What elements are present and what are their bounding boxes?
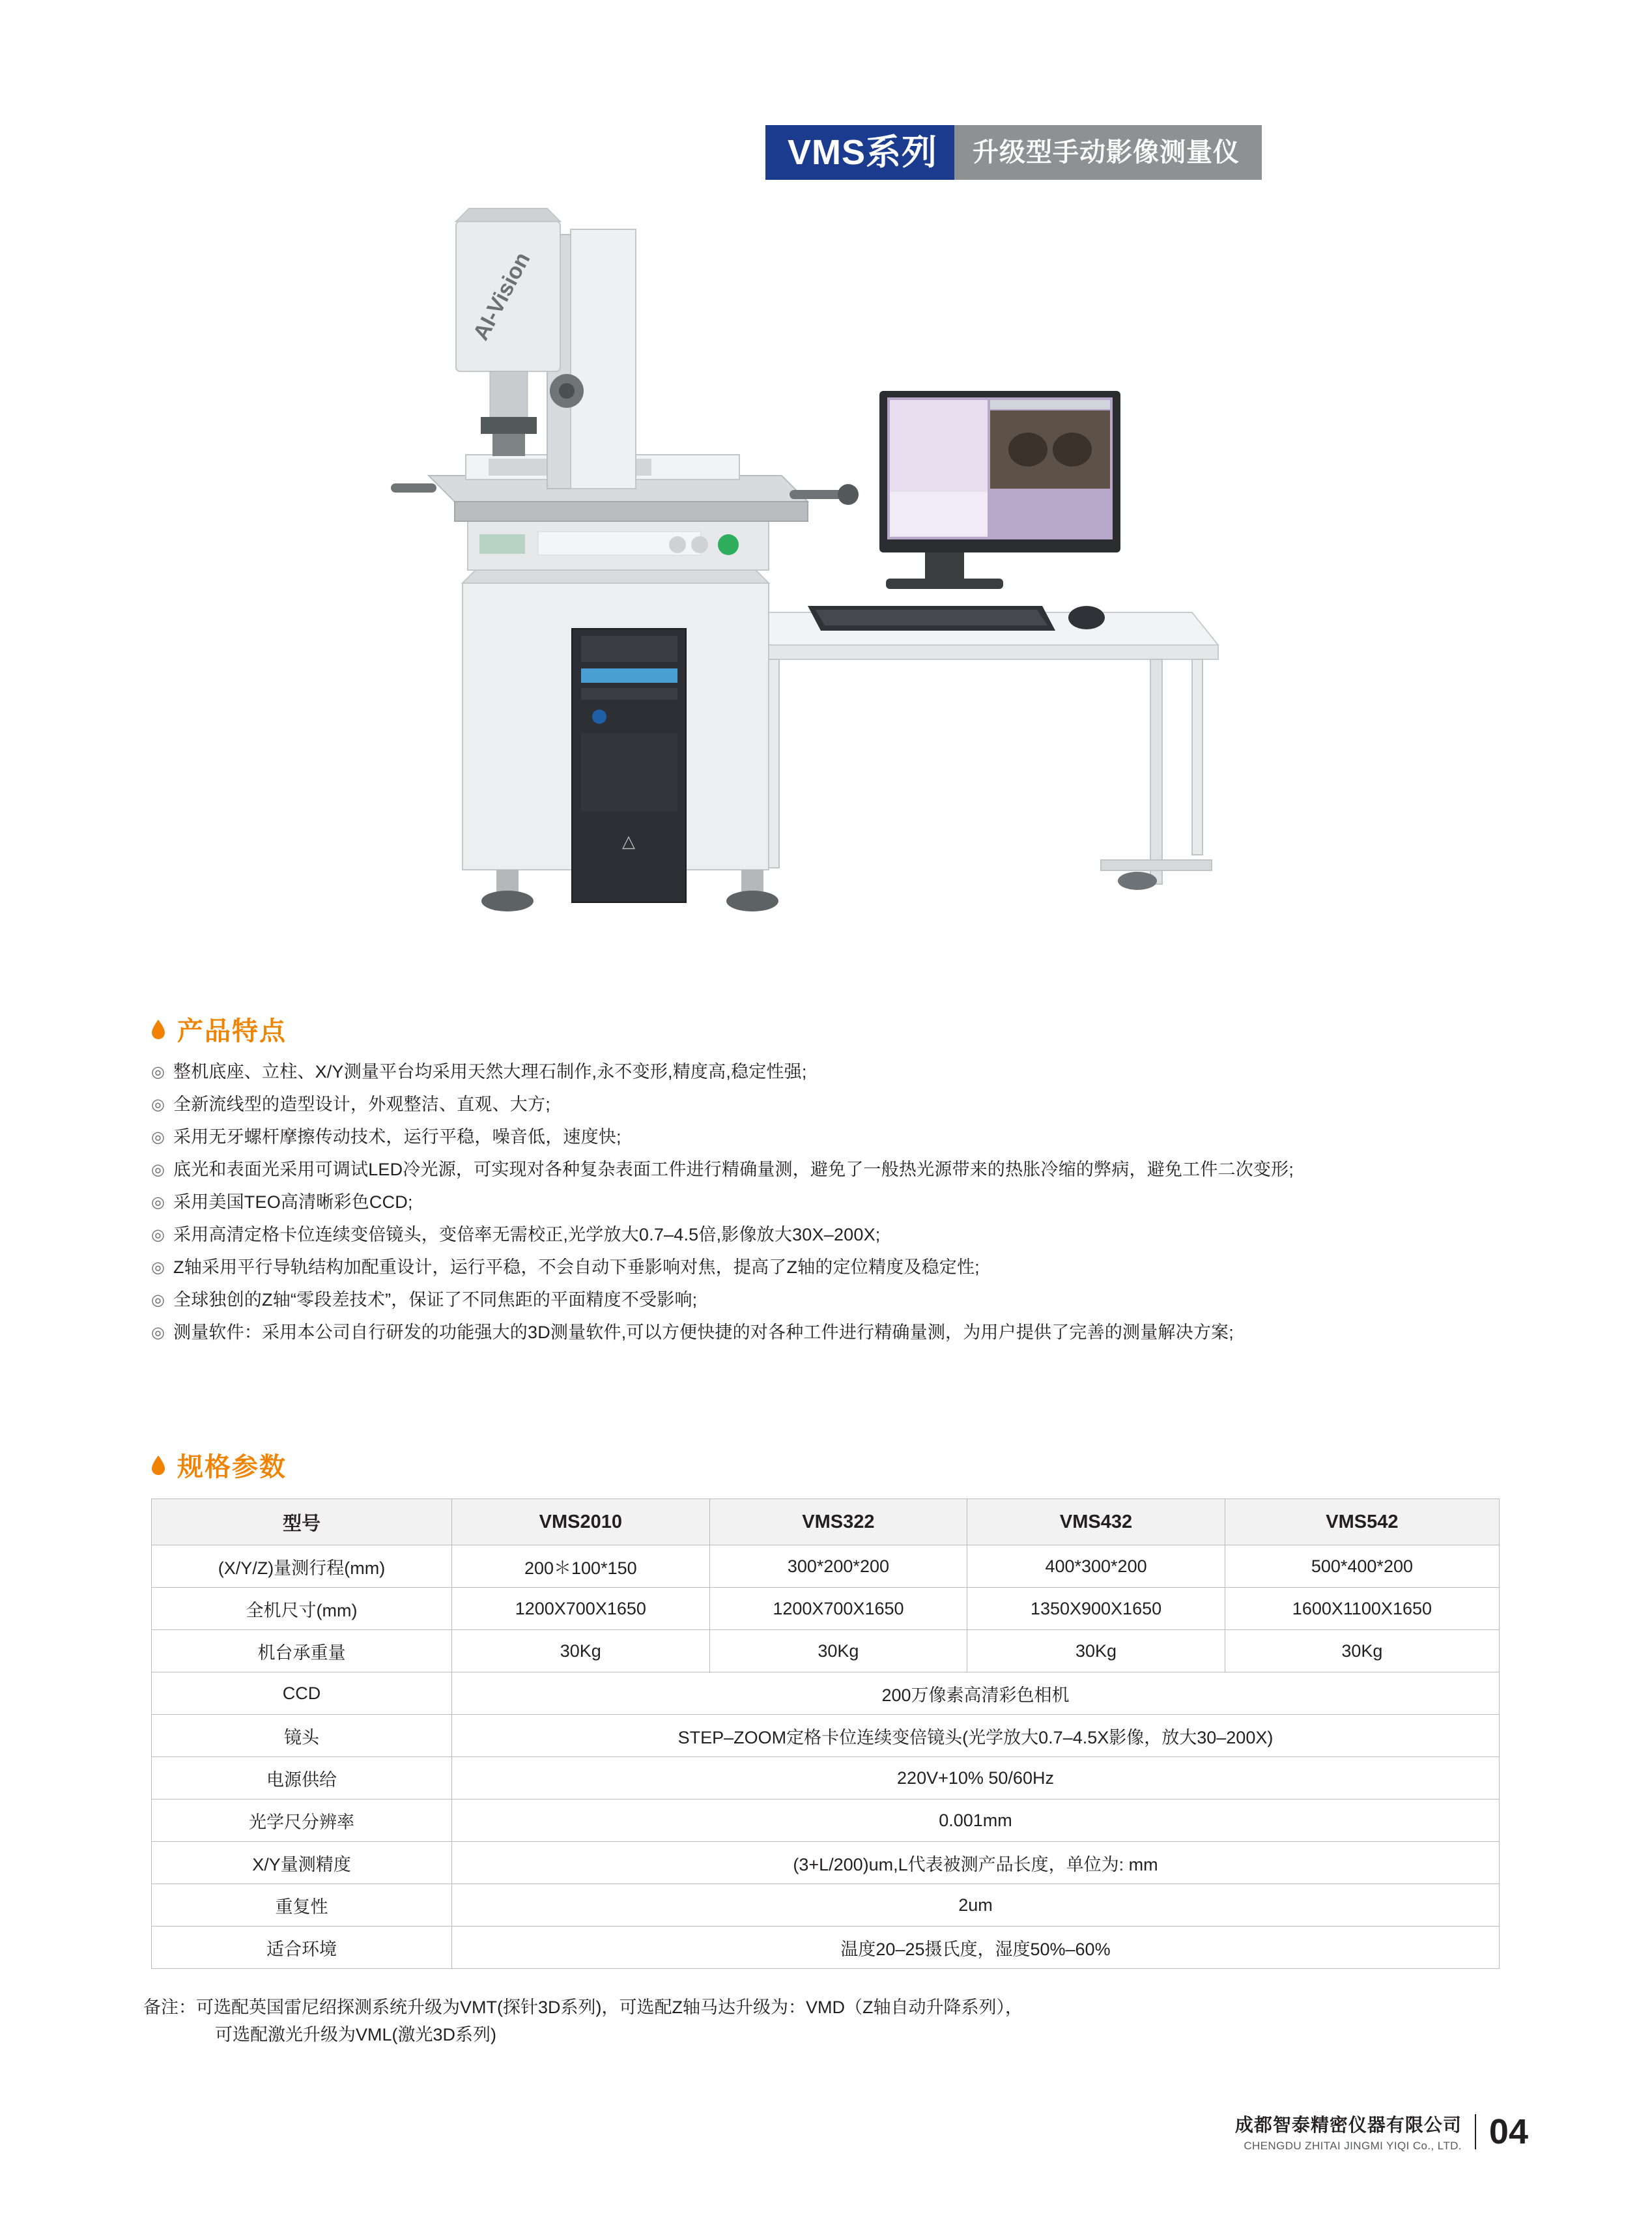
table-header-cell: VMS542 bbox=[1225, 1499, 1499, 1545]
table-header-cell: VMS2010 bbox=[452, 1499, 710, 1545]
table-row bbox=[152, 1630, 1500, 1672]
table-cell: 1200X700X1650 bbox=[452, 1588, 710, 1630]
table-row bbox=[152, 1545, 1500, 1588]
bullet-icon: ◎ bbox=[151, 1324, 165, 1341]
bullet-icon: ◎ bbox=[151, 1096, 165, 1113]
bullet-icon: ◎ bbox=[151, 1291, 165, 1309]
company-name-cn: 成都智泰精密仪器有限公司 bbox=[1234, 2115, 1462, 2135]
note-line-1: 备注：可选配英国雷尼绍探测系统升级为VMT(探针3D系列)，可选配Z轴马达升级为：VMD（Z轴自动升降系列）， bbox=[143, 1998, 1023, 2017]
row-label: 重复性 bbox=[152, 1884, 452, 1927]
list-item bbox=[151, 1156, 1532, 1183]
feature-text: 采用高清定格卡位连续变倍镜头，变倍率无需校正,光学放大0.7–4.5倍,影像放大30X–200X; bbox=[173, 1225, 881, 1244]
table-cell: 400*300*200 bbox=[967, 1545, 1225, 1588]
feature-text: 采用美国TEO高清晰彩色CCD; bbox=[173, 1192, 413, 1212]
table-header-cell: VMS432 bbox=[967, 1499, 1225, 1545]
z-axis-column bbox=[456, 208, 636, 489]
table-cell: 30Kg bbox=[709, 1630, 967, 1672]
product-photo bbox=[352, 195, 1303, 977]
feature-text: 底光和表面光采用可调试LED冷光源，可实现对各种复杂表面工件进行精确量测，避免了一般热光源带来的热胀冷缩的弊病，避免工件二次变形; bbox=[173, 1160, 1294, 1179]
feature-text: 测量软件：采用本公司自行研发的功能强大的3D测量软件,可以方便快捷的对各种工件进行精确量测，为用户提供了完善的测量解决方案; bbox=[173, 1323, 1234, 1342]
bullet-icon: ◎ bbox=[151, 1063, 165, 1081]
feature-text: Z轴采用平行导轨结构加配重设计，运行平稳，不会自动下垂影响对焦，提高了Z轴的定位精度及稳定性; bbox=[173, 1257, 980, 1277]
footer-divider bbox=[1475, 2114, 1476, 2149]
table-row bbox=[152, 1757, 1500, 1799]
company-name-en: CHENGDU ZHITAI JINGMI YIQI Co., LTD. bbox=[1244, 2140, 1462, 2152]
list-item bbox=[151, 1189, 1532, 1216]
table-row bbox=[152, 1842, 1500, 1884]
list-item bbox=[151, 1059, 1532, 1085]
page-number: 04 bbox=[1488, 2112, 1528, 2151]
feature-text: 全球独创的Z轴“零段差技术”，保证了不同焦距的平面精度不受影响; bbox=[173, 1290, 698, 1310]
specs-title: 规格参数 bbox=[177, 1453, 287, 1482]
table-row bbox=[152, 1672, 1500, 1715]
specifications-table bbox=[151, 1498, 1500, 1969]
banner-subtitle-label: 升级型手动影像测量仪 bbox=[954, 125, 1262, 180]
list-item bbox=[151, 1319, 1532, 1346]
table-cell: 30Kg bbox=[1225, 1630, 1499, 1672]
bullet-icon: ◎ bbox=[151, 1161, 165, 1179]
row-label: 电源供给 bbox=[152, 1757, 452, 1799]
feature-text: 整机底座、立柱、X/Y测量平台均采用天然大理石制作,永不变形,精度高,稳定性强; bbox=[173, 1062, 807, 1082]
product-banner bbox=[765, 125, 1262, 180]
table-cell: 30Kg bbox=[967, 1630, 1225, 1672]
list-item bbox=[151, 1091, 1532, 1118]
table-cell: 200万像素高清彩色相机 bbox=[452, 1672, 1500, 1715]
bullet-icon: ◎ bbox=[151, 1194, 165, 1211]
table-cell: 2um bbox=[452, 1884, 1500, 1927]
list-item bbox=[151, 1287, 1532, 1313]
note-line-2: 可选配激光升级为VML(激光3D系列) bbox=[215, 2025, 497, 2044]
table-row bbox=[152, 1799, 1500, 1842]
table-cell: 220V+10% 50/60Hz bbox=[452, 1757, 1500, 1799]
svg-text:△: △ bbox=[622, 831, 635, 851]
row-label: 镜头 bbox=[152, 1715, 452, 1757]
droplet-icon bbox=[151, 1455, 165, 1475]
specs-section-heading bbox=[151, 1446, 287, 1484]
table-row bbox=[152, 1927, 1500, 1969]
features-section-heading bbox=[151, 1010, 287, 1048]
feature-text: 全新流线型的造型设计，外观整洁、直观、大方; bbox=[173, 1095, 550, 1114]
machine-cabinet bbox=[463, 570, 778, 911]
row-label: (X/Y/Z)量测行程(mm) bbox=[152, 1545, 452, 1588]
company-block bbox=[1235, 2111, 1462, 2153]
machine-brand-text: AI-Vision bbox=[468, 248, 535, 345]
table-cell: 200＊100*150 bbox=[452, 1545, 710, 1588]
table-row bbox=[152, 1588, 1500, 1630]
table-cell: 1350X900X1650 bbox=[967, 1588, 1225, 1630]
monitor bbox=[879, 391, 1120, 589]
row-label: CCD bbox=[152, 1672, 452, 1715]
page-footer bbox=[1235, 2111, 1528, 2153]
table-cell: 温度20–25摄氏度，湿度50%–60% bbox=[452, 1927, 1500, 1969]
table-cell: 1600X1100X1650 bbox=[1225, 1588, 1499, 1630]
table-cell: 30Kg bbox=[452, 1630, 710, 1672]
table-cell: 300*200*200 bbox=[709, 1545, 967, 1588]
list-item bbox=[151, 1222, 1532, 1248]
table-row bbox=[152, 1715, 1500, 1757]
feature-text: 采用无牙螺杆摩擦传动技术，运行平稳，噪音低，速度快; bbox=[173, 1127, 621, 1147]
features-list bbox=[151, 1059, 1532, 1352]
bullet-icon: ◎ bbox=[151, 1259, 165, 1276]
table-cell: 0.001mm bbox=[452, 1799, 1500, 1842]
row-label: 光学尺分辨率 bbox=[152, 1799, 452, 1842]
banner-series-label: VMS系列 bbox=[765, 125, 954, 180]
table-note bbox=[143, 1994, 1524, 2048]
features-title: 产品特点 bbox=[177, 1017, 287, 1046]
row-label: 适合环境 bbox=[152, 1927, 452, 1969]
row-label: X/Y量测精度 bbox=[152, 1842, 452, 1884]
table-cell: STEP–ZOOM定格卡位连续变倍镜头(光学放大0.7–4.5X影像，放大30–200X) bbox=[452, 1715, 1500, 1757]
list-item bbox=[151, 1124, 1532, 1151]
table-cell: 1200X700X1650 bbox=[709, 1588, 967, 1630]
machine-control-panel bbox=[468, 521, 769, 570]
table-header-cell: VMS322 bbox=[709, 1499, 967, 1545]
bullet-icon: ◎ bbox=[151, 1128, 165, 1146]
table-cell: 500*400*200 bbox=[1225, 1545, 1499, 1588]
bullet-icon: ◎ bbox=[151, 1226, 165, 1244]
table-header-row bbox=[152, 1499, 1500, 1545]
list-item bbox=[151, 1254, 1532, 1281]
row-label: 全机尺寸(mm) bbox=[152, 1588, 452, 1630]
table-row bbox=[152, 1884, 1500, 1927]
table-header-cell: 型号 bbox=[152, 1499, 452, 1545]
row-label: 机台承重量 bbox=[152, 1630, 452, 1672]
table-cell: (3+L/200)um,L代表被测产品长度，单位为: mm bbox=[452, 1842, 1500, 1884]
droplet-icon bbox=[151, 1020, 165, 1039]
